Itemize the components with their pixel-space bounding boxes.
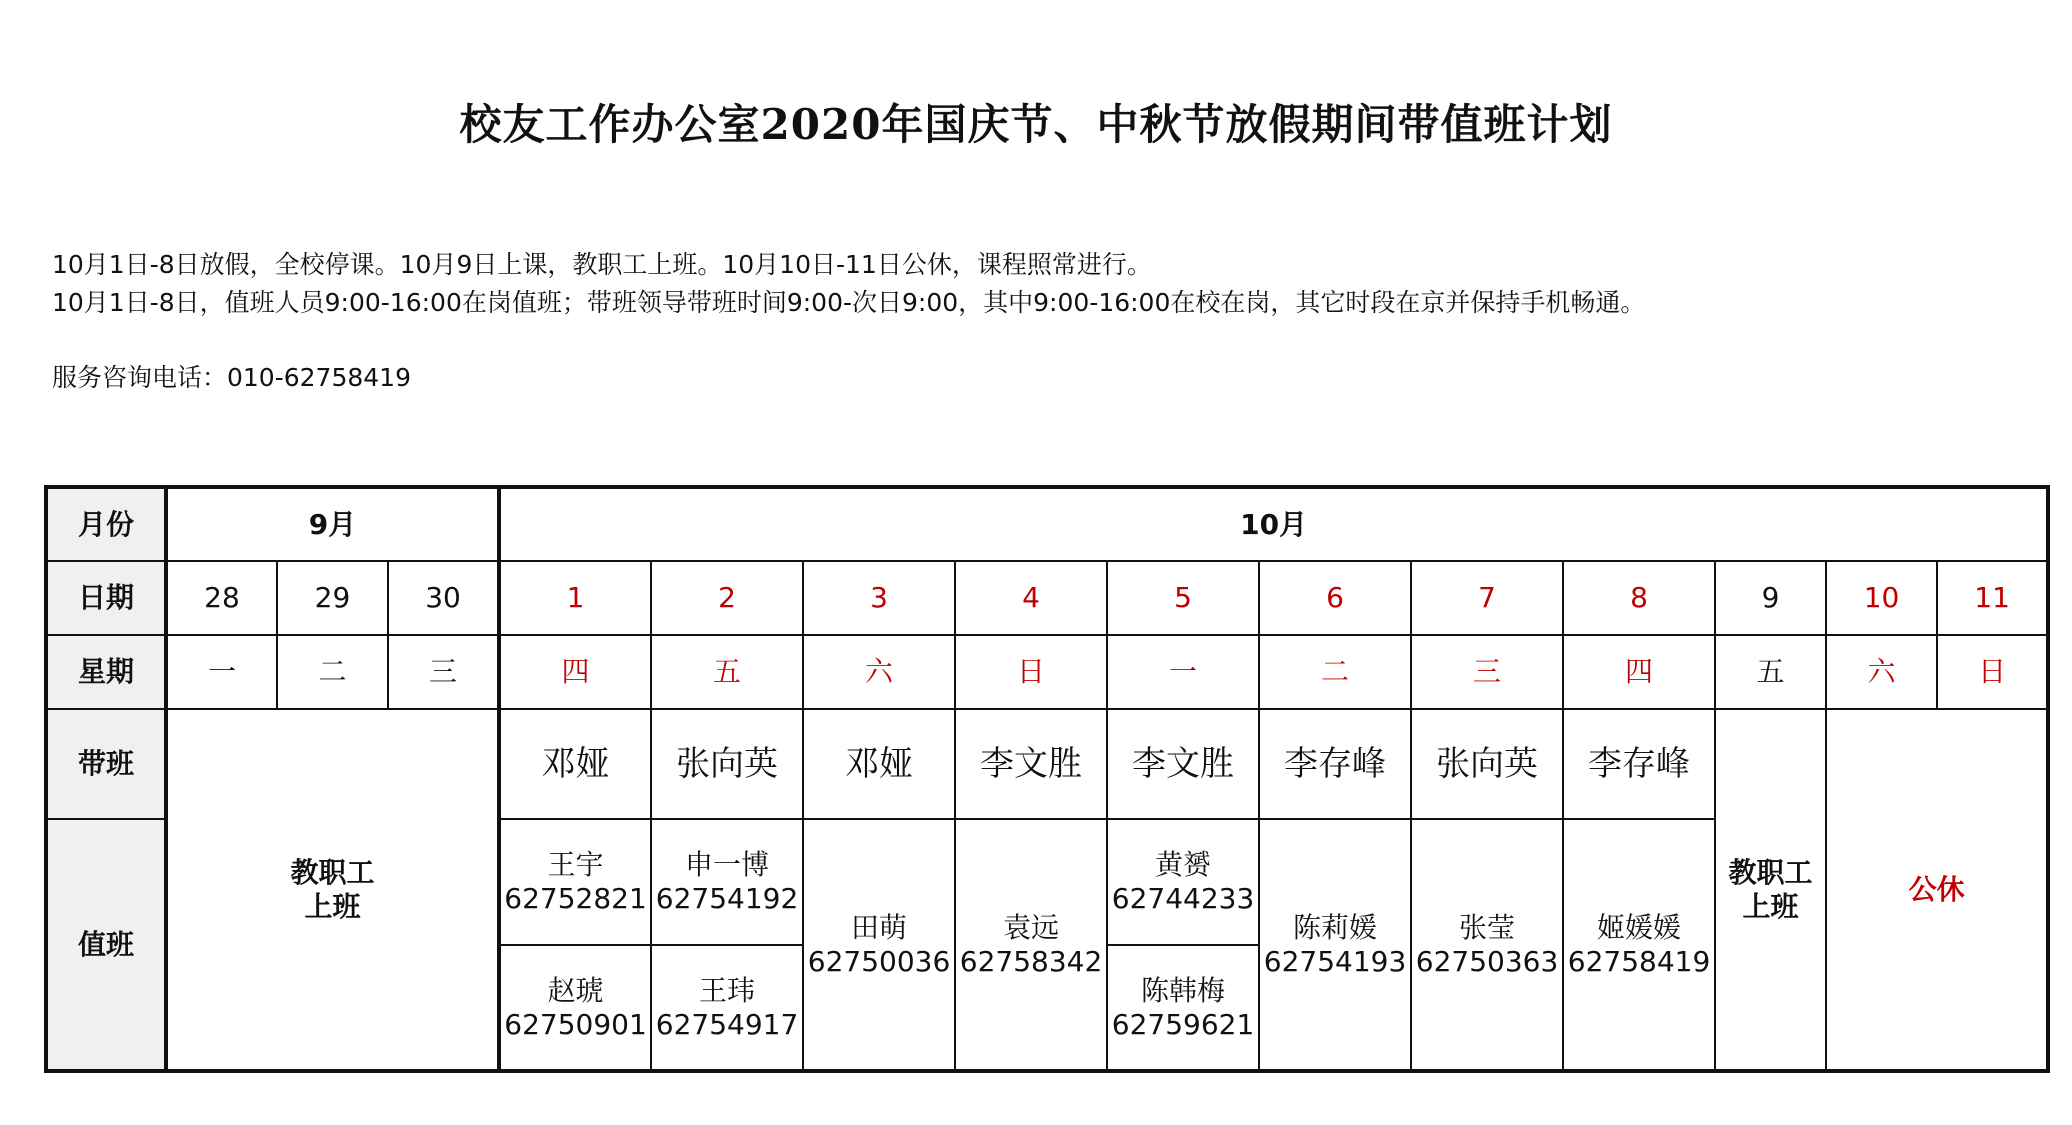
duty-cell (1259, 819, 1411, 1071)
duty-label: 值班 (46, 819, 166, 1071)
weekday-cell: 日 (1937, 635, 2048, 709)
duty-name: 陈莉媛 (1293, 910, 1378, 944)
weekday-cell: 五 (1715, 635, 1826, 709)
date-cell: 2 (651, 561, 803, 635)
weekday-cell: 二 (1259, 635, 1411, 709)
date-cell: 3 (803, 561, 955, 635)
date-cell: 28 (166, 561, 277, 635)
staff-work-oct9 (1715, 709, 1826, 1071)
duty-phone: 62750036 (807, 944, 951, 978)
duty-phone: 62752821 (504, 882, 647, 915)
date-cell: 30 (388, 561, 499, 635)
duty-cell (499, 819, 651, 945)
duty-schedule-table (44, 485, 2050, 1073)
date-cell: 5 (1107, 561, 1259, 635)
weekday-cell: 五 (651, 635, 803, 709)
leader-cell: 张向英 (1411, 709, 1563, 819)
leader-cell: 邓娅 (803, 709, 955, 819)
weekday-cell: 一 (166, 635, 277, 709)
weekday-cell: 四 (1563, 635, 1715, 709)
duty-cell (803, 819, 955, 1071)
duty-cell (1107, 945, 1259, 1071)
leader-cell: 李存峰 (1563, 709, 1715, 819)
duty-name: 袁远 (1003, 910, 1060, 944)
weekday-cell: 四 (499, 635, 651, 709)
staff-work-line: 上班 (304, 889, 361, 923)
date-label: 日期 (46, 561, 166, 635)
duty-cell (651, 945, 803, 1071)
duty-name: 张莹 (1459, 910, 1516, 944)
month-oct: 10月 (499, 487, 2048, 561)
staff-work-line: 教职工 (1728, 855, 1813, 889)
date-cell: 9 (1715, 561, 1826, 635)
duty-phone: 62754193 (1263, 944, 1407, 978)
duty-name: 王玮 (699, 973, 756, 1007)
duty-phone: 62758419 (1567, 944, 1711, 978)
duty-phone: 62750363 (1415, 944, 1559, 978)
duty-name: 陈韩梅 (1141, 973, 1226, 1007)
leader-cell: 张向英 (651, 709, 803, 819)
duty-name: 申一博 (685, 848, 770, 881)
date-cell: 10 (1826, 561, 1937, 635)
leader-cell: 李存峰 (1259, 709, 1411, 819)
weekday-row (46, 635, 2048, 709)
staff-work-line: 教职工 (290, 855, 375, 889)
weekday-cell: 六 (803, 635, 955, 709)
month-row (46, 487, 2048, 561)
leader-cell: 邓娅 (499, 709, 651, 819)
holiday-rest: 公休 (1826, 709, 2048, 1071)
leader-cell: 李文胜 (955, 709, 1107, 819)
duty-name: 王宇 (547, 848, 604, 881)
duty-cell (1563, 819, 1715, 1071)
duty-name: 黄赟 (1155, 848, 1212, 881)
duty-cell (1411, 819, 1563, 1071)
date-cell: 6 (1259, 561, 1411, 635)
duty-cell (1107, 819, 1259, 945)
duty-phone: 62754192 (655, 882, 799, 915)
weekday-cell: 二 (277, 635, 388, 709)
page-title: 校友工作办公室2020年国庆节、中秋节放假期间带值班计划 (459, 100, 1613, 149)
duty-phone: 62758342 (959, 944, 1103, 978)
date-cell: 29 (277, 561, 388, 635)
leader-row (46, 709, 2048, 819)
date-cell: 11 (1937, 561, 2048, 635)
duty-cell (499, 945, 651, 1071)
leader-cell: 李文胜 (1107, 709, 1259, 819)
date-cell: 4 (955, 561, 1107, 635)
weekday-cell: 一 (1107, 635, 1259, 709)
note-duty-hours: 10月1日-8日，值班人员9:00-16:00在岗值班；带班领导带班时间9:00-次日9:00，其中9:00-16:00在校在岗，其它时段在京并保持手机畅通。 (52, 288, 1646, 317)
duty-phone: 62744233 (1111, 882, 1255, 915)
date-cell: 1 (499, 561, 651, 635)
staff-work-line: 上班 (1742, 889, 1799, 923)
weekday-cell: 三 (1411, 635, 1563, 709)
weekday-cell: 六 (1826, 635, 1937, 709)
weekday-cell: 日 (955, 635, 1107, 709)
date-cell: 8 (1563, 561, 1715, 635)
duty-phone: 62750901 (504, 1007, 647, 1041)
duty-name: 姬媛媛 (1597, 910, 1682, 944)
duty-name: 赵琥 (547, 973, 604, 1007)
weekday-label: 星期 (46, 635, 166, 709)
staff-work-sep (166, 709, 499, 1071)
date-row (46, 561, 2048, 635)
duty-name: 田萌 (851, 910, 908, 944)
weekday-cell: 三 (388, 635, 499, 709)
date-cell: 7 (1411, 561, 1563, 635)
leader-label: 带班 (46, 709, 166, 819)
note-holiday: 10月1日-8日放假，全校停课。10月9日上课，教职工上班。10月10日-11日公休，课程照常进行。 (52, 250, 1152, 279)
duty-phone: 62754917 (655, 1007, 799, 1041)
duty-phone: 62759621 (1111, 1007, 1255, 1041)
duty-cell (955, 819, 1107, 1071)
duty-cell (651, 819, 803, 945)
month-sep: 9月 (166, 487, 499, 561)
notes (52, 246, 1645, 322)
service-hotline: 服务咨询电话：010-62758419 (52, 363, 411, 392)
month-label: 月份 (46, 487, 166, 561)
